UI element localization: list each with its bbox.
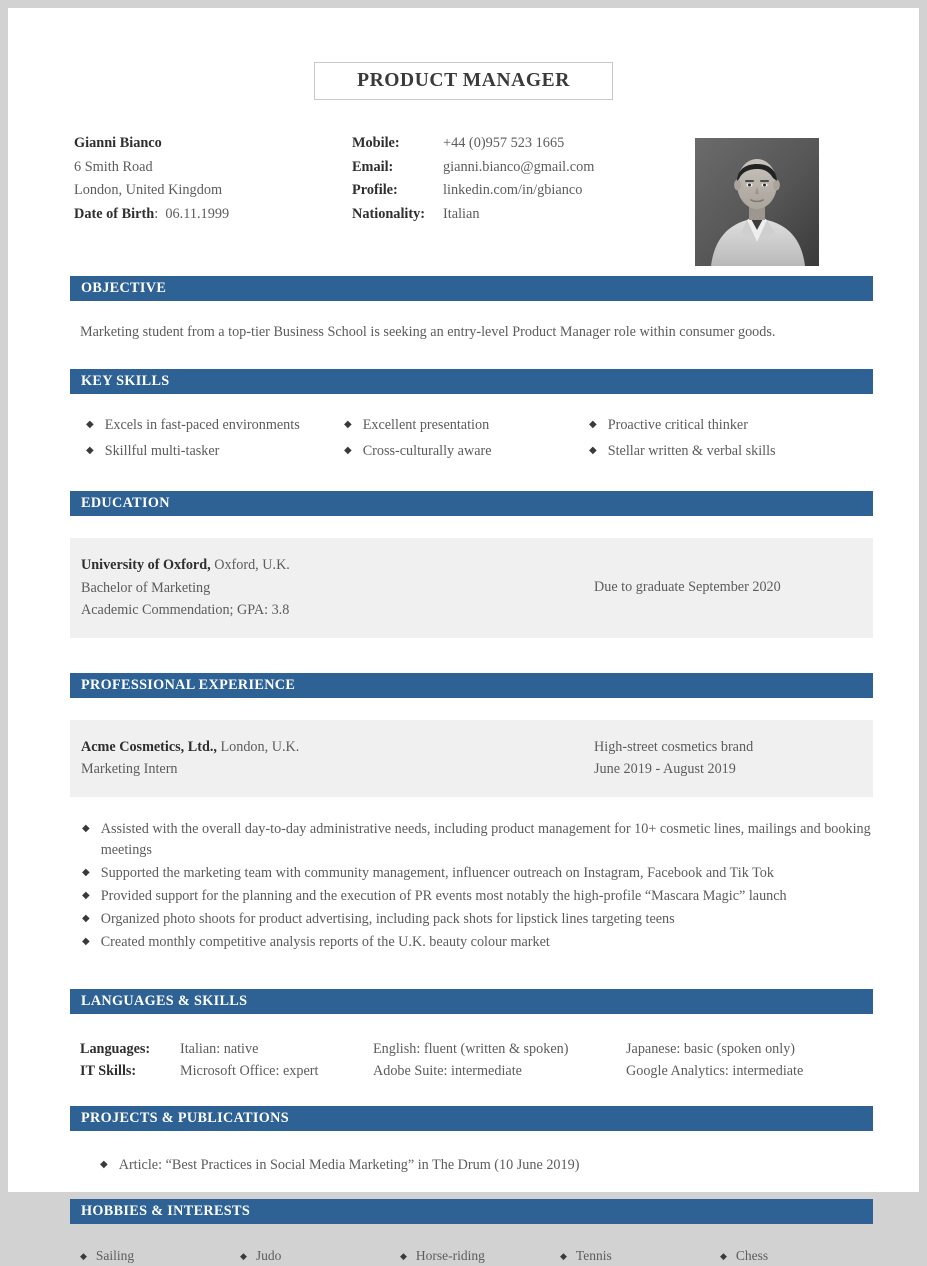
skill-label: Proactive critical thinker [607,417,748,433]
experience-location: London, U.K. [216,738,300,755]
education-honors: Academic Commendation; GPA: 3.8 [81,602,290,618]
list-item [589,441,876,461]
list-item [82,909,872,930]
diamond-bullet-icon: ◆ [720,1250,727,1261]
section-header-key-skills [70,369,873,394]
diamond-bullet-icon: ◆ [589,445,597,456]
languages-cell-3: Japanese: basic (spoken only) [626,1040,796,1057]
skill-label: Excellent presentation [362,417,490,433]
nationality-value: Italian [443,205,480,222]
section-header-objective [70,276,873,301]
diamond-bullet-icon: ◆ [589,419,597,430]
section-header-hobbies [70,1199,873,1224]
skill-label: Cross-culturally aware [362,443,492,459]
objective-text: Marketing student from a top-tier Business School is seeking an entry-level Product Manager role within consumer goods. [80,324,776,340]
languages-cell-1: Italian: native [180,1040,259,1057]
experience-dates: June 2019 - August 2019 [594,760,736,777]
languages-table [80,1038,870,1082]
section-header-languages [70,989,873,1014]
list-item [344,415,589,435]
diamond-bullet-icon: ◆ [82,822,90,834]
diamond-bullet-icon: ◆ [86,419,94,430]
contact-details-column [352,132,682,226]
list-item [82,932,872,953]
languages-label: Languages: [80,1040,151,1057]
list-item [560,1246,720,1266]
diamond-bullet-icon: ◆ [82,935,90,947]
title-container [8,8,919,100]
avatar [695,138,819,266]
skill-label: Stellar written & verbal skills [607,443,776,459]
experience-descriptor: High-street cosmetics brand [594,738,754,755]
publications-list [100,1155,919,1175]
section-header-publications [70,1106,873,1131]
address-line-1: 6 Smith Road [74,158,153,175]
publication-text: Article: “Best Practices in Social Media Marketing” in The Drum (10 June 2019) [118,1156,580,1173]
diamond-bullet-icon: ◆ [560,1250,567,1261]
contact-row-email [352,156,682,180]
list-item [720,1246,880,1266]
hobby-label: Tennis [575,1247,612,1263]
diamond-bullet-icon: ◆ [80,1250,87,1261]
hobby-label: Chess [735,1247,769,1263]
section-title-languages: LANGUAGES & SKILLS [81,992,248,1009]
it-skills-cell-3: Google Analytics: intermediate [626,1062,804,1079]
section-title-objective: OBJECTIVE [81,280,167,296]
list-item [86,441,344,461]
experience-bullet-text: Supported the marketing team with community management, influencer outreach on Instagram, Facebook and Tik Tok [100,864,774,881]
date-of-birth-row: Date of Birth: 06.11.1999 [74,205,230,222]
experience-bullet-text: Assisted with the overall day-to-day administrative needs, including product management for 10+ cosmetic lines, mailings and booking meetings [100,820,871,858]
skill-label: Excels in fast-paced environments [104,417,300,433]
page-title: PRODUCT MANAGER [357,70,570,91]
diamond-bullet-icon: ◆ [100,1158,108,1170]
personal-details-column [74,132,344,226]
list-item [400,1246,560,1266]
date-of-birth-label: Date of Birth [74,205,155,222]
list-item [240,1246,400,1266]
table-row [80,1060,870,1082]
headshot-icon [695,138,819,266]
education-date: Due to graduate September 2020 [594,579,781,595]
list-item [100,1155,919,1175]
list-item [589,415,876,435]
nationality-label: Nationality: [352,205,426,222]
section-title-publications: PROJECTS & PUBLICATIONS [81,1109,290,1126]
experience-bullets [82,819,872,953]
experience-bullet-text: Created monthly competitive analysis reports of the U.K. beauty colour market [100,933,550,950]
education-location: Oxford, U.K. [210,557,290,573]
section-title-education: EDUCATION [81,495,170,511]
experience-bullet-text: Organized photo shoots for product advertising, including pack shots for lipstick lines targeting teens [100,910,675,927]
education-institution: University of Oxford, [81,557,211,573]
education-entry [70,538,873,638]
diamond-bullet-icon: ◆ [86,445,94,456]
education-institution-row [81,554,873,577]
section-header-experience [70,673,873,698]
email-label: Email: [352,158,394,175]
experience-company-row [81,736,873,759]
diamond-bullet-icon: ◆ [82,889,90,901]
hobby-label: Sailing [95,1247,135,1263]
mobile-label: Mobile: [352,135,400,151]
job-title-box [314,62,613,100]
list-item [344,441,589,461]
email-value[interactable]: gianni.bianco@gmail.com [443,158,595,175]
experience-role: Marketing Intern [81,761,178,777]
education-degree: Bachelor of Marketing [81,579,211,596]
hobby-label: Judo [255,1247,282,1263]
experience-bullet-text: Provided support for the planning and the execution of PR events most notably the high-profile “Mascara Magic” launch [100,887,787,904]
experience-company: Acme Cosmetics, Ltd., [81,738,217,755]
skill-label: Skillful multi-tasker [104,443,220,459]
key-skills-grid [86,415,876,461]
diamond-bullet-icon: ◆ [400,1250,407,1261]
profile-value[interactable]: linkedin.com/in/gbianco [443,182,583,198]
table-row [80,1038,870,1060]
hobby-label: Horse-riding [415,1247,485,1263]
section-header-education [70,491,873,516]
contact-row-nationality [352,203,682,227]
diamond-bullet-icon: ◆ [344,419,352,430]
resume-page [8,8,919,1263]
section-title-key-skills: KEY SKILLS [81,373,170,389]
list-item [82,863,872,884]
profile-label: Profile: [352,182,398,198]
mobile-value: +44 (0)957 523 1665 [443,135,565,151]
section-title-hobbies: HOBBIES & INTERESTS [81,1202,251,1219]
it-skills-cell-1: Microsoft Office: expert [180,1062,319,1079]
candidate-name: Gianni Bianco [74,135,162,151]
hobbies-list [80,1246,880,1266]
address-line-2: London, United Kingdom [74,182,223,198]
it-skills-cell-2: Adobe Suite: intermediate [373,1062,522,1079]
experience-entry [70,720,873,797]
diamond-bullet-icon: ◆ [344,445,352,456]
diamond-bullet-icon: ◆ [240,1250,247,1261]
list-item [82,819,872,861]
section-title-experience: PROFESSIONAL EXPERIENCE [81,676,296,693]
list-item [80,1246,240,1266]
languages-cell-2: English: fluent (written & spoken) [373,1040,569,1057]
diamond-bullet-icon: ◆ [82,866,90,878]
contact-section [8,132,919,242]
list-item [82,886,872,907]
it-skills-label: IT Skills: [80,1062,137,1079]
contact-row-profile [352,179,682,203]
contact-row-mobile [352,132,682,156]
date-of-birth-value: 06.11.1999 [165,205,230,222]
diamond-bullet-icon: ◆ [82,912,90,924]
list-item [86,415,344,435]
